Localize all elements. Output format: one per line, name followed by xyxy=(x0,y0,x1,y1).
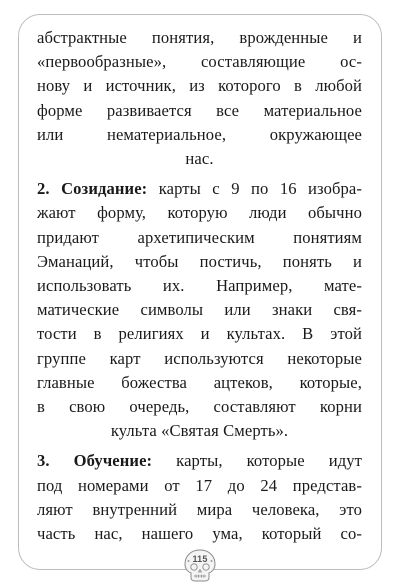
text-line: под номерами от 17 до 24 представ- xyxy=(37,475,362,495)
text-line: ляют внутренний мира человека, это xyxy=(37,499,362,519)
text-line: нову и источник, из которого в любой xyxy=(37,76,362,96)
paragraph-3 xyxy=(37,449,362,546)
page-number: 115 xyxy=(192,554,208,564)
text-line: или нематериальное, окружающее xyxy=(37,124,362,144)
text-line: Эманаций, чтобы постичь, понять и xyxy=(37,251,362,271)
text-line: в свою очередь, составляют корни xyxy=(37,397,362,417)
section-heading-creation: 2. Созидание: xyxy=(37,179,148,199)
text-line: использовать их. Например, мате- xyxy=(37,276,362,296)
text-line xyxy=(37,177,362,201)
text-line: главные божества ацтеков, которые, xyxy=(37,372,362,392)
paragraph-1 xyxy=(37,26,362,171)
text-line: матические символы или знаки свя- xyxy=(37,300,362,320)
text-line: жают форму, которую люди обычно xyxy=(37,203,362,223)
text-line: нас. xyxy=(185,149,214,169)
text-line xyxy=(37,449,362,473)
page-number-emblem xyxy=(182,548,218,584)
page-text xyxy=(37,26,362,552)
text-line: культа «Святая Смерть». xyxy=(110,421,289,441)
section-heading-learning: 3. Обучение: xyxy=(37,451,153,471)
text-fragment: карты с 9 по 16 изобра- xyxy=(147,179,362,199)
paragraph-2 xyxy=(37,177,362,443)
text-line: тости в религиях и культах. В этой xyxy=(37,324,362,344)
text-line: придают архетипическим понятиям xyxy=(37,227,362,247)
text-line: часть нас, нашего ума, который со- xyxy=(37,524,362,544)
text-line: группе карт используются некоторые xyxy=(37,348,362,368)
text-line: «первообразные», составляющие ос- xyxy=(37,52,362,72)
text-line: форме развивается все материальное xyxy=(37,100,362,120)
text-line: абстрактные понятия, врожденные и xyxy=(37,28,362,47)
text-fragment: карты, которые идут xyxy=(152,451,362,471)
